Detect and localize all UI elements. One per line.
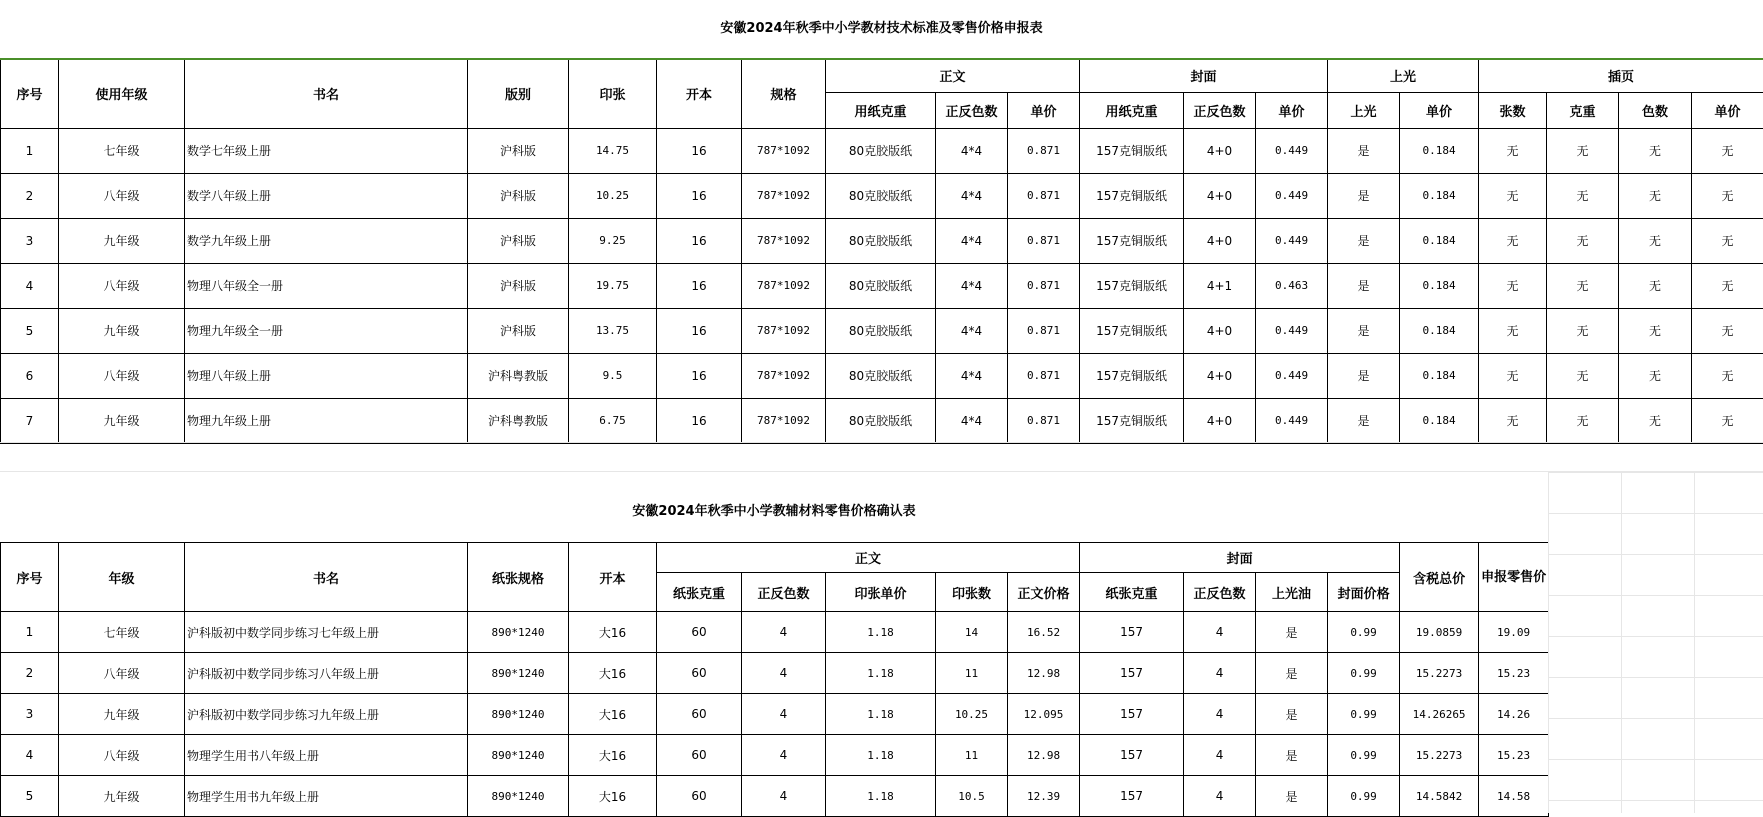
- table-cell: 787*1092: [742, 353, 826, 398]
- table-cell: 787*1092: [742, 173, 826, 218]
- table-cell: 无: [1547, 218, 1619, 263]
- table-cell: 60: [657, 653, 742, 694]
- table-cell: 157克铜版纸: [1080, 353, 1184, 398]
- table-cell: 4: [1184, 694, 1256, 735]
- table-cell: 1.18: [826, 653, 936, 694]
- header-sheets: 印张: [569, 59, 657, 128]
- table-row: [1, 612, 1549, 653]
- header-format: 开本: [569, 543, 657, 612]
- header-body: 正文: [826, 59, 1080, 92]
- table-cell: 0.449: [1256, 398, 1328, 443]
- table2-title: 安徽2024年秋季中小学教辅材料零售价格确认表: [0, 500, 1548, 519]
- table-cell: 无: [1479, 218, 1547, 263]
- table-cell: 是: [1328, 398, 1400, 443]
- table-cell: 15.2273: [1400, 653, 1479, 694]
- table-row: [1, 173, 1763, 218]
- table-cell: 157: [1080, 653, 1184, 694]
- table-cell: 4: [742, 735, 826, 776]
- table-cell: 无: [1547, 263, 1619, 308]
- table-cell: 0.184: [1400, 263, 1479, 308]
- table-cell: 4+0: [1184, 308, 1256, 353]
- table-cell: 无: [1547, 353, 1619, 398]
- table-cell: 14: [936, 612, 1008, 653]
- header-body-colors: 正反色数: [936, 92, 1008, 128]
- table-cell: 九年级: [59, 398, 185, 443]
- table-cell: 九年级: [59, 694, 185, 735]
- table-cell: 0.871: [1008, 398, 1080, 443]
- table-cell: 890*1240: [468, 612, 569, 653]
- table-cell: 4: [742, 776, 826, 817]
- table-cell: 是: [1256, 653, 1328, 694]
- empty-grid-rows: [0, 442, 1763, 472]
- header-insert-color-count: 色数: [1619, 92, 1692, 128]
- table-cell: 沪科版: [468, 173, 569, 218]
- table-cell: 14.58: [1479, 776, 1549, 817]
- table-cell: 无: [1619, 353, 1692, 398]
- table-cell: 16: [657, 398, 742, 443]
- table-cell: 157克铜版纸: [1080, 173, 1184, 218]
- table-cell: 是: [1256, 776, 1328, 817]
- table-cell: 0.463: [1256, 263, 1328, 308]
- table-cell: 物理八年级全一册: [185, 263, 468, 308]
- table-cell: 4: [1184, 612, 1256, 653]
- table-cell: 787*1092: [742, 263, 826, 308]
- table-cell: 12.98: [1008, 653, 1080, 694]
- table-cell: 60: [657, 694, 742, 735]
- table-cell: 10.5: [936, 776, 1008, 817]
- table-cell: 1.18: [826, 694, 936, 735]
- table-cell: 0.871: [1008, 353, 1080, 398]
- table-cell: 4*4: [936, 173, 1008, 218]
- header-gloss-unit-price: 单价: [1400, 92, 1479, 128]
- header-body-price: 正文价格: [1008, 573, 1080, 612]
- header-seq: 序号: [1, 543, 59, 612]
- header-gloss-sub: 上光: [1328, 92, 1400, 128]
- table-cell: 19.0859: [1400, 612, 1479, 653]
- table-cell: 八年级: [59, 263, 185, 308]
- header-cover-colors: 正反色数: [1184, 573, 1256, 612]
- table-cell: 4: [1, 263, 59, 308]
- empty-grid-area: [1548, 472, 1763, 813]
- table-cell: 沪科版: [468, 218, 569, 263]
- table-cell: 787*1092: [742, 398, 826, 443]
- table-cell: 无: [1479, 128, 1547, 173]
- table-cell: 4: [1, 735, 59, 776]
- table-cell: 八年级: [59, 353, 185, 398]
- table-cell: 14.75: [569, 128, 657, 173]
- table-cell: 0.449: [1256, 218, 1328, 263]
- table-cell: 无: [1692, 398, 1763, 443]
- table-cell: 数学八年级上册: [185, 173, 468, 218]
- table-cell: 9.25: [569, 218, 657, 263]
- table-cell: 6: [1, 353, 59, 398]
- table-row: [1, 694, 1549, 735]
- table-cell: 157克铜版纸: [1080, 308, 1184, 353]
- table-cell: 0.99: [1328, 776, 1400, 817]
- table-cell: 4+0: [1184, 128, 1256, 173]
- table-cell: 11: [936, 653, 1008, 694]
- table-cell: 15.23: [1479, 735, 1549, 776]
- table-row: [1, 218, 1763, 263]
- table-cell: 16: [657, 128, 742, 173]
- table-cell: 157: [1080, 694, 1184, 735]
- table-row: [1, 353, 1763, 398]
- header-book: 书名: [185, 59, 468, 128]
- table-cell: 是: [1328, 173, 1400, 218]
- table-cell: 0.184: [1400, 173, 1479, 218]
- table-cell: 0.184: [1400, 353, 1479, 398]
- table-cell: 4: [1184, 735, 1256, 776]
- header-cover-colors: 正反色数: [1184, 92, 1256, 128]
- table-cell: 0.449: [1256, 128, 1328, 173]
- table-cell: 八年级: [59, 173, 185, 218]
- table-cell: 4*4: [936, 218, 1008, 263]
- table-cell: 80克胶版纸: [826, 308, 936, 353]
- header-paper-spec: 纸张规格: [468, 543, 569, 612]
- table-cell: 7: [1, 398, 59, 443]
- table-cell: 15.23: [1479, 653, 1549, 694]
- table-cell: 物理学生用书八年级上册: [185, 735, 468, 776]
- table-cell: 13.75: [569, 308, 657, 353]
- table-cell: 157: [1080, 776, 1184, 817]
- table-cell: 0.99: [1328, 612, 1400, 653]
- table-cell: 787*1092: [742, 218, 826, 263]
- table-cell: 2: [1, 173, 59, 218]
- table-cell: 12.98: [1008, 735, 1080, 776]
- table-cell: 大16: [569, 694, 657, 735]
- table-row: [1, 398, 1763, 443]
- table-cell: 大16: [569, 776, 657, 817]
- table-cell: 无: [1547, 173, 1619, 218]
- table-cell: 0.184: [1400, 308, 1479, 353]
- table-cell: 无: [1479, 308, 1547, 353]
- header-retail: 申报零售价: [1479, 543, 1549, 612]
- table-cell: 10.25: [569, 173, 657, 218]
- table-cell: 80克胶版纸: [826, 218, 936, 263]
- table-cell: 14.26265: [1400, 694, 1479, 735]
- table-cell: 1.18: [826, 612, 936, 653]
- table-cell: 0.99: [1328, 735, 1400, 776]
- table-cell: 5: [1, 776, 59, 817]
- table-cell: 数学九年级上册: [185, 218, 468, 263]
- table-cell: 4*4: [936, 398, 1008, 443]
- table-cell: 890*1240: [468, 653, 569, 694]
- header-gloss: 上光: [1328, 59, 1479, 92]
- table-cell: 0.449: [1256, 308, 1328, 353]
- table-cell: 16: [657, 353, 742, 398]
- table-cell: 沪科版初中数学同步练习九年级上册: [185, 694, 468, 735]
- table-cell: 无: [1692, 128, 1763, 173]
- table-cell: 787*1092: [742, 308, 826, 353]
- table-cell: 数学七年级上册: [185, 128, 468, 173]
- table-cell: 七年级: [59, 128, 185, 173]
- header-spec: 规格: [742, 59, 826, 128]
- header-cover-price: 封面价格: [1328, 573, 1400, 612]
- table-cell: 787*1092: [742, 128, 826, 173]
- table-cell: 是: [1256, 694, 1328, 735]
- table-cell: 4+0: [1184, 353, 1256, 398]
- table-cell: 80克胶版纸: [826, 128, 936, 173]
- table-cell: 七年级: [59, 612, 185, 653]
- table-cell: 0.871: [1008, 308, 1080, 353]
- table-cell: 80克胶版纸: [826, 398, 936, 443]
- table-cell: 14.26: [1479, 694, 1549, 735]
- table-cell: 沪科版: [468, 308, 569, 353]
- table-cell: 4+0: [1184, 218, 1256, 263]
- table-cell: 无: [1619, 308, 1692, 353]
- table-cell: 0.871: [1008, 128, 1080, 173]
- table-cell: 物理八年级上册: [185, 353, 468, 398]
- table-cell: 157克铜版纸: [1080, 398, 1184, 443]
- table-cell: 八年级: [59, 735, 185, 776]
- header-insert-weight: 克重: [1547, 92, 1619, 128]
- table-cell: 16: [657, 308, 742, 353]
- table-cell: 4: [1184, 653, 1256, 694]
- header-cover: 封面: [1080, 59, 1328, 92]
- table-cell: 4*4: [936, 263, 1008, 308]
- table-cell: 九年级: [59, 308, 185, 353]
- table-cell: 890*1240: [468, 735, 569, 776]
- table-cell: 是: [1328, 353, 1400, 398]
- header-seq: 序号: [1, 59, 59, 128]
- table-row: [1, 653, 1549, 694]
- table-cell: 2: [1, 653, 59, 694]
- header-insert: 插页: [1479, 59, 1763, 92]
- table-cell: 1.18: [826, 735, 936, 776]
- header-insert-unit-price: 单价: [1692, 92, 1763, 128]
- table-cell: 4*4: [936, 128, 1008, 173]
- table-cell: 大16: [569, 612, 657, 653]
- table-cell: 0.449: [1256, 353, 1328, 398]
- table-cell: 沪科版: [468, 263, 569, 308]
- table-cell: 无: [1479, 173, 1547, 218]
- header-sheet-price: 印张单价: [826, 573, 936, 612]
- table-cell: 无: [1619, 218, 1692, 263]
- table-row: [1, 735, 1549, 776]
- table-cell: 4+1: [1184, 263, 1256, 308]
- table-cell: 是: [1256, 735, 1328, 776]
- table-cell: 物理学生用书九年级上册: [185, 776, 468, 817]
- table-cell: 12.39: [1008, 776, 1080, 817]
- table-cell: 9.5: [569, 353, 657, 398]
- table-cell: 0.871: [1008, 218, 1080, 263]
- table-cell: 60: [657, 612, 742, 653]
- header-cover: 封面: [1080, 543, 1400, 573]
- table-cell: 157: [1080, 735, 1184, 776]
- table-cell: 0.99: [1328, 694, 1400, 735]
- table-cell: 890*1240: [468, 694, 569, 735]
- table-cell: 157克铜版纸: [1080, 218, 1184, 263]
- header-cover-unit-price: 单价: [1256, 92, 1328, 128]
- header-body: 正文: [657, 543, 1080, 573]
- table-cell: 沪科版初中数学同步练习八年级上册: [185, 653, 468, 694]
- table-cell: 4+0: [1184, 173, 1256, 218]
- table-cell: 12.095: [1008, 694, 1080, 735]
- table-cell: 80克胶版纸: [826, 353, 936, 398]
- table-row: [1, 128, 1763, 173]
- table-cell: 15.2273: [1400, 735, 1479, 776]
- table-cell: 沪科版: [468, 128, 569, 173]
- textbook-price-table: [0, 58, 1763, 444]
- table-cell: 无: [1692, 173, 1763, 218]
- table-cell: 0.99: [1328, 653, 1400, 694]
- table-cell: 无: [1692, 353, 1763, 398]
- table-cell: 157克铜版纸: [1080, 263, 1184, 308]
- header-body-unit-price: 单价: [1008, 92, 1080, 128]
- table-cell: 无: [1547, 128, 1619, 173]
- table-row: [1, 776, 1549, 817]
- table-cell: 16: [657, 173, 742, 218]
- table-cell: 6.75: [569, 398, 657, 443]
- table-cell: 无: [1692, 263, 1763, 308]
- table-cell: 是: [1256, 612, 1328, 653]
- table-cell: 无: [1479, 353, 1547, 398]
- table-cell: 157: [1080, 612, 1184, 653]
- header-edition: 版别: [468, 59, 569, 128]
- header-total: 含税总价: [1400, 543, 1479, 612]
- table-cell: 890*1240: [468, 776, 569, 817]
- table-cell: 无: [1619, 128, 1692, 173]
- table1-title: 安徽2024年秋季中小学教材技术标准及零售价格申报表: [0, 17, 1763, 36]
- table-cell: 60: [657, 776, 742, 817]
- table-cell: 1: [1, 612, 59, 653]
- table-cell: 物理九年级上册: [185, 398, 468, 443]
- table-cell: 5: [1, 308, 59, 353]
- table-cell: 1: [1, 128, 59, 173]
- table-cell: 0.184: [1400, 218, 1479, 263]
- table-cell: 4: [742, 653, 826, 694]
- table-cell: 八年级: [59, 653, 185, 694]
- table-cell: 无: [1619, 173, 1692, 218]
- table-cell: 19.75: [569, 263, 657, 308]
- table-cell: 大16: [569, 653, 657, 694]
- table-cell: 4+0: [1184, 398, 1256, 443]
- table-cell: 4*4: [936, 353, 1008, 398]
- table-row: [1, 263, 1763, 308]
- table-cell: 4: [1184, 776, 1256, 817]
- table-cell: 80克胶版纸: [826, 263, 936, 308]
- table-row: [1, 308, 1763, 353]
- table-cell: 19.09: [1479, 612, 1549, 653]
- table-cell: 沪科版初中数学同步练习七年级上册: [185, 612, 468, 653]
- table-cell: 是: [1328, 308, 1400, 353]
- table-cell: 16.52: [1008, 612, 1080, 653]
- table-cell: 4*4: [936, 308, 1008, 353]
- table-cell: 无: [1479, 263, 1547, 308]
- table-cell: 无: [1619, 398, 1692, 443]
- header-grade: 使用年级: [59, 59, 185, 128]
- table-cell: 4: [742, 612, 826, 653]
- table-cell: 14.5842: [1400, 776, 1479, 817]
- header-sheets: 印张数: [936, 573, 1008, 612]
- table-cell: 10.25: [936, 694, 1008, 735]
- table-cell: 0.184: [1400, 398, 1479, 443]
- table-cell: 是: [1328, 218, 1400, 263]
- table-cell: 物理九年级全一册: [185, 308, 468, 353]
- table-cell: 九年级: [59, 218, 185, 263]
- table-cell: 0.184: [1400, 128, 1479, 173]
- header-format: 开本: [657, 59, 742, 128]
- table-cell: 无: [1619, 263, 1692, 308]
- header-grade: 年级: [59, 543, 185, 612]
- header-cover-weight: 纸张克重: [1080, 573, 1184, 612]
- table-cell: 沪科粤教版: [468, 353, 569, 398]
- header-body-paper-weight: 用纸克重: [826, 92, 936, 128]
- table-cell: 157克铜版纸: [1080, 128, 1184, 173]
- header-book: 书名: [185, 543, 468, 612]
- header-insert-count: 张数: [1479, 92, 1547, 128]
- header-cover-paper-weight: 用纸克重: [1080, 92, 1184, 128]
- supplementary-price-table: [0, 542, 1549, 817]
- table-cell: 80克胶版纸: [826, 173, 936, 218]
- table-cell: 是: [1328, 263, 1400, 308]
- table-cell: 3: [1, 218, 59, 263]
- header-colors: 正反色数: [742, 573, 826, 612]
- table-cell: 无: [1547, 308, 1619, 353]
- table-cell: 0.871: [1008, 263, 1080, 308]
- table-cell: 无: [1692, 308, 1763, 353]
- table-cell: 0.871: [1008, 173, 1080, 218]
- table-cell: 无: [1692, 218, 1763, 263]
- table-cell: 11: [936, 735, 1008, 776]
- table-cell: 沪科粤教版: [468, 398, 569, 443]
- table-cell: 大16: [569, 735, 657, 776]
- header-varnish: 上光油: [1256, 573, 1328, 612]
- table-cell: 4: [742, 694, 826, 735]
- table-cell: 16: [657, 218, 742, 263]
- table-cell: 3: [1, 694, 59, 735]
- table-cell: 是: [1328, 128, 1400, 173]
- table-cell: 1.18: [826, 776, 936, 817]
- table-cell: 九年级: [59, 776, 185, 817]
- header-paper-weight: 纸张克重: [657, 573, 742, 612]
- table-cell: 16: [657, 263, 742, 308]
- table-cell: 60: [657, 735, 742, 776]
- table-cell: 无: [1479, 398, 1547, 443]
- table-cell: 无: [1547, 398, 1619, 443]
- table-cell: 0.449: [1256, 173, 1328, 218]
